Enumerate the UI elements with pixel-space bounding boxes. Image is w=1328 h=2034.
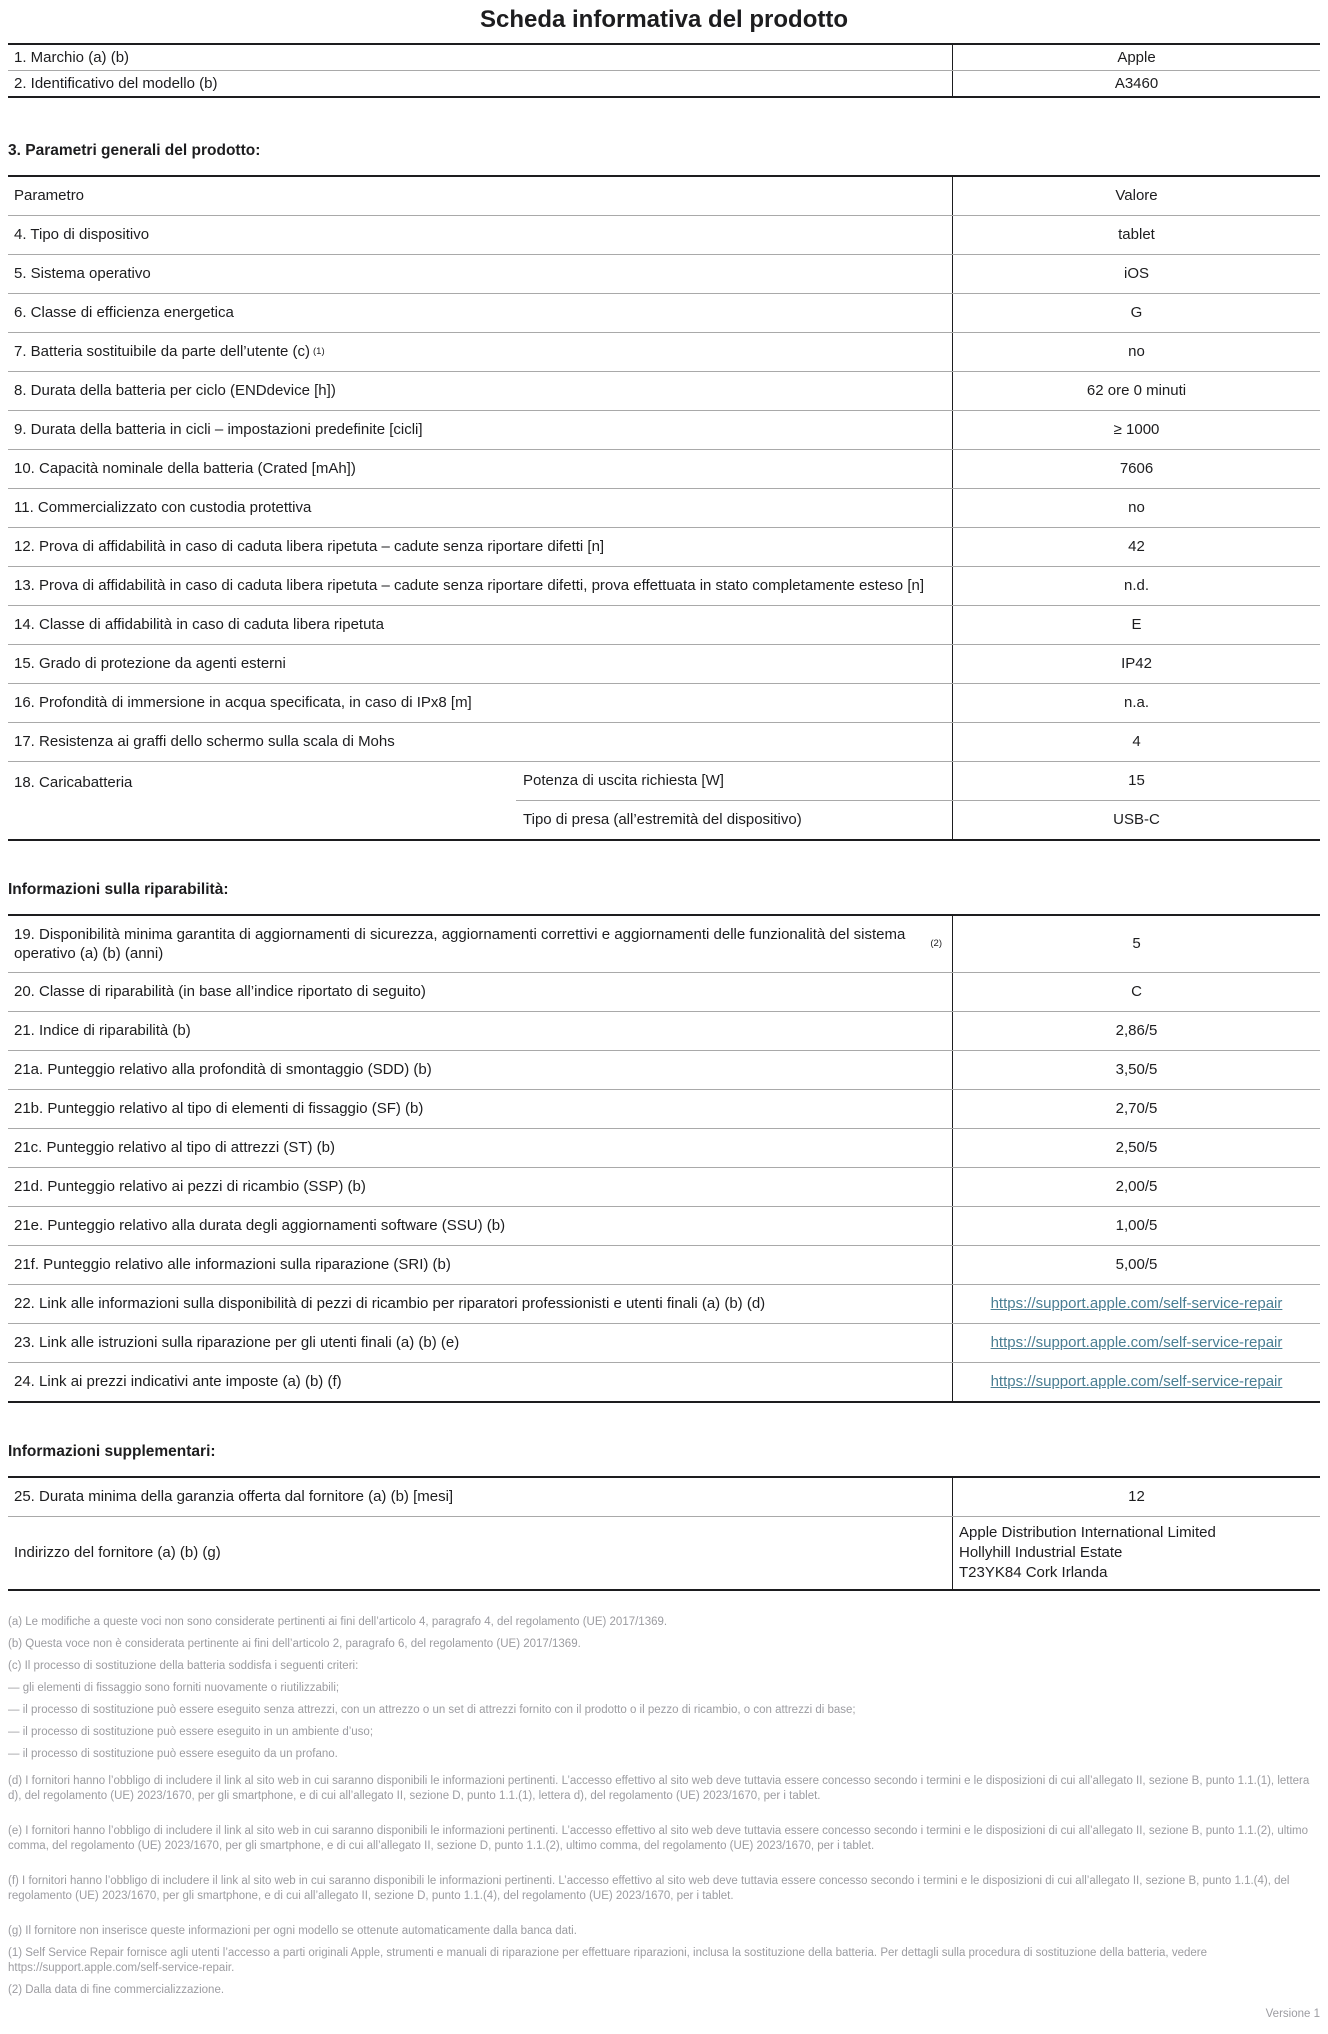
row-label: 13. Prova di affidabilità in caso di caduta libera ripetuta – cadute senza riportare difetti, prova effettuata in stato completamente esteso [n] [14, 577, 924, 595]
row-value: no [952, 333, 1320, 371]
row-label: 21e. Punteggio relativo alla durata degli aggiornamenti software (SSU) (b) [14, 1217, 506, 1235]
row-value: IP42 [952, 645, 1320, 683]
footnote: (b) Questa voce non è considerata pertinente ai fini dell’articolo 2, paragrafo 6, del regolamento (UE) 2017/1369. [8, 1637, 581, 1650]
row-value: no [952, 489, 1320, 527]
row-value: 1,00/5 [952, 1207, 1320, 1245]
version-label: Versione 1 [1265, 2007, 1320, 2020]
row-label: 20. Classe di riparabilità (in base all’indice riportato di seguito) [14, 983, 426, 1001]
row-value: 62 ore 0 minuti [952, 372, 1320, 410]
row-value: iOS [952, 255, 1320, 293]
row-value: 15 [952, 762, 1320, 800]
row-value: USB-C [952, 801, 1320, 839]
row-value: n.d. [952, 567, 1320, 605]
row-value: 4 [952, 723, 1320, 761]
row-value: 7606 [952, 450, 1320, 488]
charger-row [8, 761, 1320, 839]
table-row [8, 644, 1320, 683]
repair-link-row [8, 1323, 1320, 1362]
table-row [8, 916, 1320, 972]
table-row [8, 371, 1320, 410]
row-value: 5 [952, 916, 1320, 972]
row-label: 7. Batteria sostituibile da parte dell’utente (c) (1) [14, 343, 325, 361]
row-label: 1. Marchio (a) (b) [14, 48, 130, 66]
table-row [8, 972, 1320, 1011]
table-row [8, 410, 1320, 449]
footnote: (d) I fornitori hanno l’obbligo di includere il link al sito web in cui saranno disponibili le informazioni pertinenti. L’accesso effettivo al sito web deve tuttavia essere concesso secondo i termini e le disposizioni di cui all’allegato II, sezione B, punto 1.1.(1), lettera d), del regolamento (UE) 2023/1670, per gli smartphone, e di cui all’allegato II, sezione D, punto 1.1.(1), lettera d), del regolamento (UE) 2023/1670, per i tablet. [8, 1774, 1310, 1802]
row-value: Apple [952, 45, 1320, 70]
row-value: G [952, 294, 1320, 332]
footnotes [8, 1615, 1320, 1998]
row-value: 2,00/5 [952, 1168, 1320, 1206]
row-label: 22. Link alle informazioni sulla disponibilità di pezzi di ricambio per riparatori professionisti e utenti finali (a) (b) (d) [14, 1295, 766, 1313]
row-label: 15. Grado di protezione da agenti esterni [14, 655, 286, 673]
supplier-address-row [8, 1516, 1320, 1589]
row-label: 9. Durata della batteria in cicli – impostazioni predefinite [cicli] [14, 421, 423, 439]
table-row [8, 605, 1320, 644]
row-label: 19. Disponibilità minima garantita di aggiornamenti di sicurezza, aggiornamenti correttivi e aggiornamenti delle funzionalità del sistema operativo (a) (b) (anni) (2) [14, 925, 942, 962]
row-label: 21f. Punteggio relativo alle informazioni sulla riparazione (SRI) (b) [14, 1256, 451, 1274]
table-row [8, 332, 1320, 371]
row-label: 21d. Punteggio relativo ai pezzi di ricambio (SSP) (b) [14, 1178, 366, 1196]
row-label: 12. Prova di affidabilità in caso di caduta libera ripetuta – cadute senza riportare difetti [n] [14, 538, 605, 556]
row-value: A3460 [952, 71, 1320, 96]
footnote: — il processo di sostituzione può essere eseguito in un ambiente d’uso; [8, 1725, 374, 1738]
row-value [952, 1285, 1320, 1323]
row-value [952, 1363, 1320, 1401]
charger-subrow-power [516, 762, 1320, 800]
table-row [8, 566, 1320, 605]
charger-subtable [516, 762, 1320, 839]
table-row [8, 722, 1320, 761]
section-heading-repairability: Informazioni sulla riparabilità: [8, 880, 229, 898]
table-row [8, 1245, 1320, 1284]
warranty-row [8, 1478, 1320, 1516]
identification-table [8, 43, 1320, 98]
address-line: Apple Distribution International Limited [959, 1523, 1216, 1541]
row-label: 17. Resistenza ai graffi dello schermo sulla scala di Mohs [14, 733, 395, 751]
table-row [8, 1167, 1320, 1206]
product-sheet [0, 6, 1328, 2020]
table-row [8, 1011, 1320, 1050]
footnote: (g) Il fornitore non inserisce queste informazioni per ogni modello se ottenute automaticamente dalla banca dati. [8, 1924, 577, 1937]
table-header-row [8, 177, 1320, 215]
charger-subrow-plug [516, 800, 1320, 839]
row-label: 24. Link ai prezzi indicativi ante imposte (a) (b) (f) [14, 1373, 342, 1391]
support-link[interactable]: https://support.apple.com/self-service-repair [990, 1373, 1283, 1391]
address-line: T23YK84 Cork Irlanda [959, 1563, 1108, 1581]
row-value: tablet [952, 216, 1320, 254]
footnote: (2) Dalla data di fine commercializzazione. [8, 1983, 225, 1996]
footnote: — il processo di sostituzione può essere eseguito senza attrezzi, con un attrezzo o un set di attrezzi fornito con il prodotto o il pezzo di ricambio, o con attrezzi di base; [8, 1703, 856, 1716]
row-value: 12 [952, 1478, 1320, 1516]
footnote: — il processo di sostituzione può essere eseguito da un profano. [8, 1747, 338, 1760]
row-value: ≥ 1000 [952, 411, 1320, 449]
support-link[interactable]: https://support.apple.com/self-service-repair [990, 1334, 1283, 1352]
model-row [8, 70, 1320, 96]
row-label: 21. Indice di riparabilità (b) [14, 1022, 191, 1040]
row-label: 5. Sistema operativo [14, 265, 151, 283]
section-heading-supplementary: Informazioni supplementari: [8, 1442, 216, 1460]
table-row [8, 293, 1320, 332]
brand-row [8, 45, 1320, 70]
row-label-text: 19. Disponibilità minima garantita di aggiornamenti di sicurezza, aggiornamenti correttivi e aggiornamenti delle funzionalità del sistema operativo (a) (b) (anni) [14, 925, 906, 962]
supplementary-table [8, 1476, 1320, 1591]
row-value: E [952, 606, 1320, 644]
footnote: (c) Il processo di sostituzione della batteria soddisfa i seguenti criteri: [8, 1659, 359, 1672]
row-label: 25. Durata minima della garanzia offerta dal fornitore (a) (b) [mesi] [14, 1488, 454, 1506]
row-sublabel: Potenza di uscita richiesta [W] [523, 772, 724, 790]
table-row [8, 527, 1320, 566]
table-row [8, 254, 1320, 293]
row-label: 16. Profondità di immersione in acqua specificata, in caso di IPx8 [m] [14, 694, 472, 712]
table-row [8, 449, 1320, 488]
row-label: 4. Tipo di dispositivo [14, 226, 150, 244]
row-value: C [952, 973, 1320, 1011]
row-label: 14. Classe di affidabilità in caso di caduta libera ripetuta [14, 616, 384, 634]
row-value [952, 1324, 1320, 1362]
footnote: (1) Self Service Repair fornisce agli utenti l’accesso a parti originali Apple, strumenti e manuali di riparazione per effettuare riparazioni, inclusa la sostituzione della batteria. Per dettagli sulla procedura di sostituzione della batteria, vedere https://support.apple.com/self-service-repair. [8, 1946, 1207, 1974]
table-row [8, 488, 1320, 527]
row-label: 18. Caricabatteria [14, 773, 133, 791]
footnote: (a) Le modifiche a queste voci non sono considerate pertinenti ai fini dell’articolo 4, paragrafo 4, del regolamento (UE) 2017/1369. [8, 1615, 668, 1628]
footnote: (f) I fornitori hanno l’obbligo di includere il link al sito web in cui saranno disponibili le informazioni pertinenti. L’accesso effettivo al sito web deve tuttavia essere concesso secondo i termini e le disposizioni di cui all’allegato II, sezione B, punto 1.1.(4), del regolamento (UE) 2023/1670, per gli smartphone, e di cui all’allegato II, sezione D, punto 1.1.(4), del regolamento (UE) 2023/1670, per i tablet. [8, 1874, 1290, 1902]
table-row [8, 683, 1320, 722]
row-label: 23. Link alle istruzioni sulla riparazione per gli utenti finali (a) (b) (e) [14, 1334, 460, 1352]
row-value: 2,86/5 [952, 1012, 1320, 1050]
row-value: n.a. [952, 684, 1320, 722]
row-value: 3,50/5 [952, 1051, 1320, 1089]
table-row [8, 1206, 1320, 1245]
column-header-parametro: Parametro [14, 187, 85, 205]
row-label: 6. Classe di efficienza energetica [14, 304, 234, 322]
row-label: 21c. Punteggio relativo al tipo di attrezzi (ST) (b) [14, 1139, 335, 1157]
supplier-address [952, 1517, 1320, 1589]
row-label: 2. Identificativo del modello (b) [14, 74, 218, 92]
footnote: — gli elementi di fissaggio sono forniti nuovamente o riutilizzabili; [8, 1681, 340, 1694]
footnote: (e) I fornitori hanno l’obbligo di includere il link al sito web in cui saranno disponibili le informazioni pertinenti. L’accesso effettivo al sito web deve tuttavia essere concesso secondo i termini e le disposizioni di cui all’allegato II, sezione B, punto 1.1.(2), ultimo comma, del regolamento (UE) 2023/1670, per gli smartphone, e di cui all’allegato II, sezione D, punto 1.1.(2), ultimo comma, del regolamento (UE) 2023/1670, per i tablet. [8, 1824, 1308, 1852]
row-label: 8. Durata della batteria per ciclo (ENDdevice [h]) [14, 382, 336, 400]
page-title: Scheda informativa del prodotto [479, 6, 849, 33]
row-label: 10. Capacità nominale della batteria (Crated [mAh]) [14, 460, 356, 478]
row-label: 21b. Punteggio relativo al tipo di elementi di fissaggio (SF) (b) [14, 1100, 424, 1118]
table-row [8, 1050, 1320, 1089]
repairability-table [8, 914, 1320, 1403]
row-sublabel: Tipo di presa (all’estremità del dispositivo) [523, 811, 802, 829]
column-header-valore: Valore [952, 177, 1320, 215]
repair-link-row [8, 1284, 1320, 1323]
row-label: Indirizzo del fornitore (a) (b) (g) [14, 1544, 221, 1562]
row-label-text: 7. Batteria sostituibile da parte dell’utente (c) [14, 343, 310, 361]
row-label: 11. Commercializzato con custodia protettiva [14, 499, 312, 517]
row-value: 5,00/5 [952, 1246, 1320, 1284]
general-parameters-table [8, 175, 1320, 841]
address-line: Hollyhill Industrial Estate [959, 1543, 1123, 1561]
section-heading-general: 3. Parametri generali del prodotto: [8, 141, 261, 159]
row-value: 42 [952, 528, 1320, 566]
row-value: 2,50/5 [952, 1129, 1320, 1167]
table-row [8, 1089, 1320, 1128]
row-value: 2,70/5 [952, 1090, 1320, 1128]
repair-link-row [8, 1362, 1320, 1401]
support-link[interactable]: https://support.apple.com/self-service-repair [990, 1295, 1283, 1313]
table-row [8, 1128, 1320, 1167]
table-row [8, 215, 1320, 254]
row-label: 21a. Punteggio relativo alla profondità di smontaggio (SDD) (b) [14, 1061, 432, 1079]
